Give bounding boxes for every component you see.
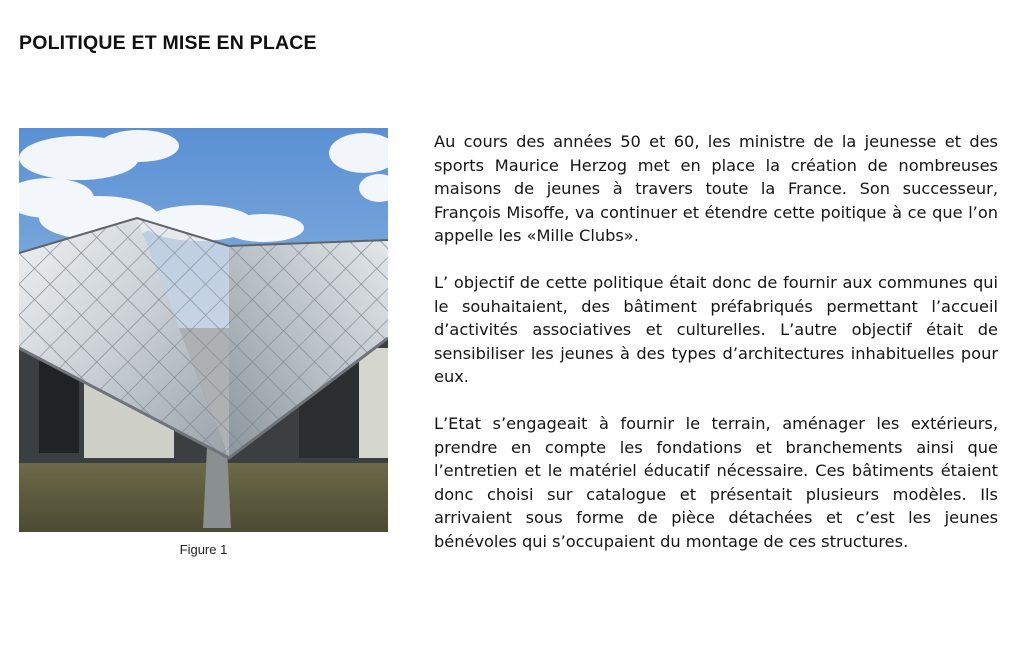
- paragraph: Au cours des années 50 et 60, les ministre de la jeunesse et des sports Maurice Herzog met en place la création de nombreuses maisons de jeunes à travers toute la France. Son successeur, François Misoffe, va continuer et étendre cette poitique à ce que l’on appelle les «Mille Clubs».: [434, 132, 998, 245]
- roof-photo-illustration: [19, 128, 388, 532]
- page-title: POLITIQUE ET MISE EN PLACE: [19, 32, 317, 55]
- paragraph: L’Etat s’engageait à fournir le terrain, aménager les extérieurs, prendre en compte les fondations et branchements ainsi que l’entretien et le matériel éducatif nécessaire. Ces bâtiments étaient donc choisi sur catalogue et présentait plusieurs modèles. Ils arrivaient sous forme de pièce détachées et c’est les jeunes bénévoles qui s’occupaient du montage de ces structures.: [434, 414, 998, 551]
- figure-caption: Figure 1: [179, 542, 228, 557]
- paragraph: L’ objectif de cette politique était donc de fournir aux communes qui le souhaitaient, des bâtiment préfabriqués permettant l’accueil d’activités associatives et culturelles. L’autre objectif était de sensibiliser les jeunes à des types d’architectures inhabituelles pour eux.: [434, 273, 998, 386]
- figure-photo: [19, 128, 388, 532]
- support-column: [203, 448, 231, 528]
- body-text: [434, 130, 998, 577]
